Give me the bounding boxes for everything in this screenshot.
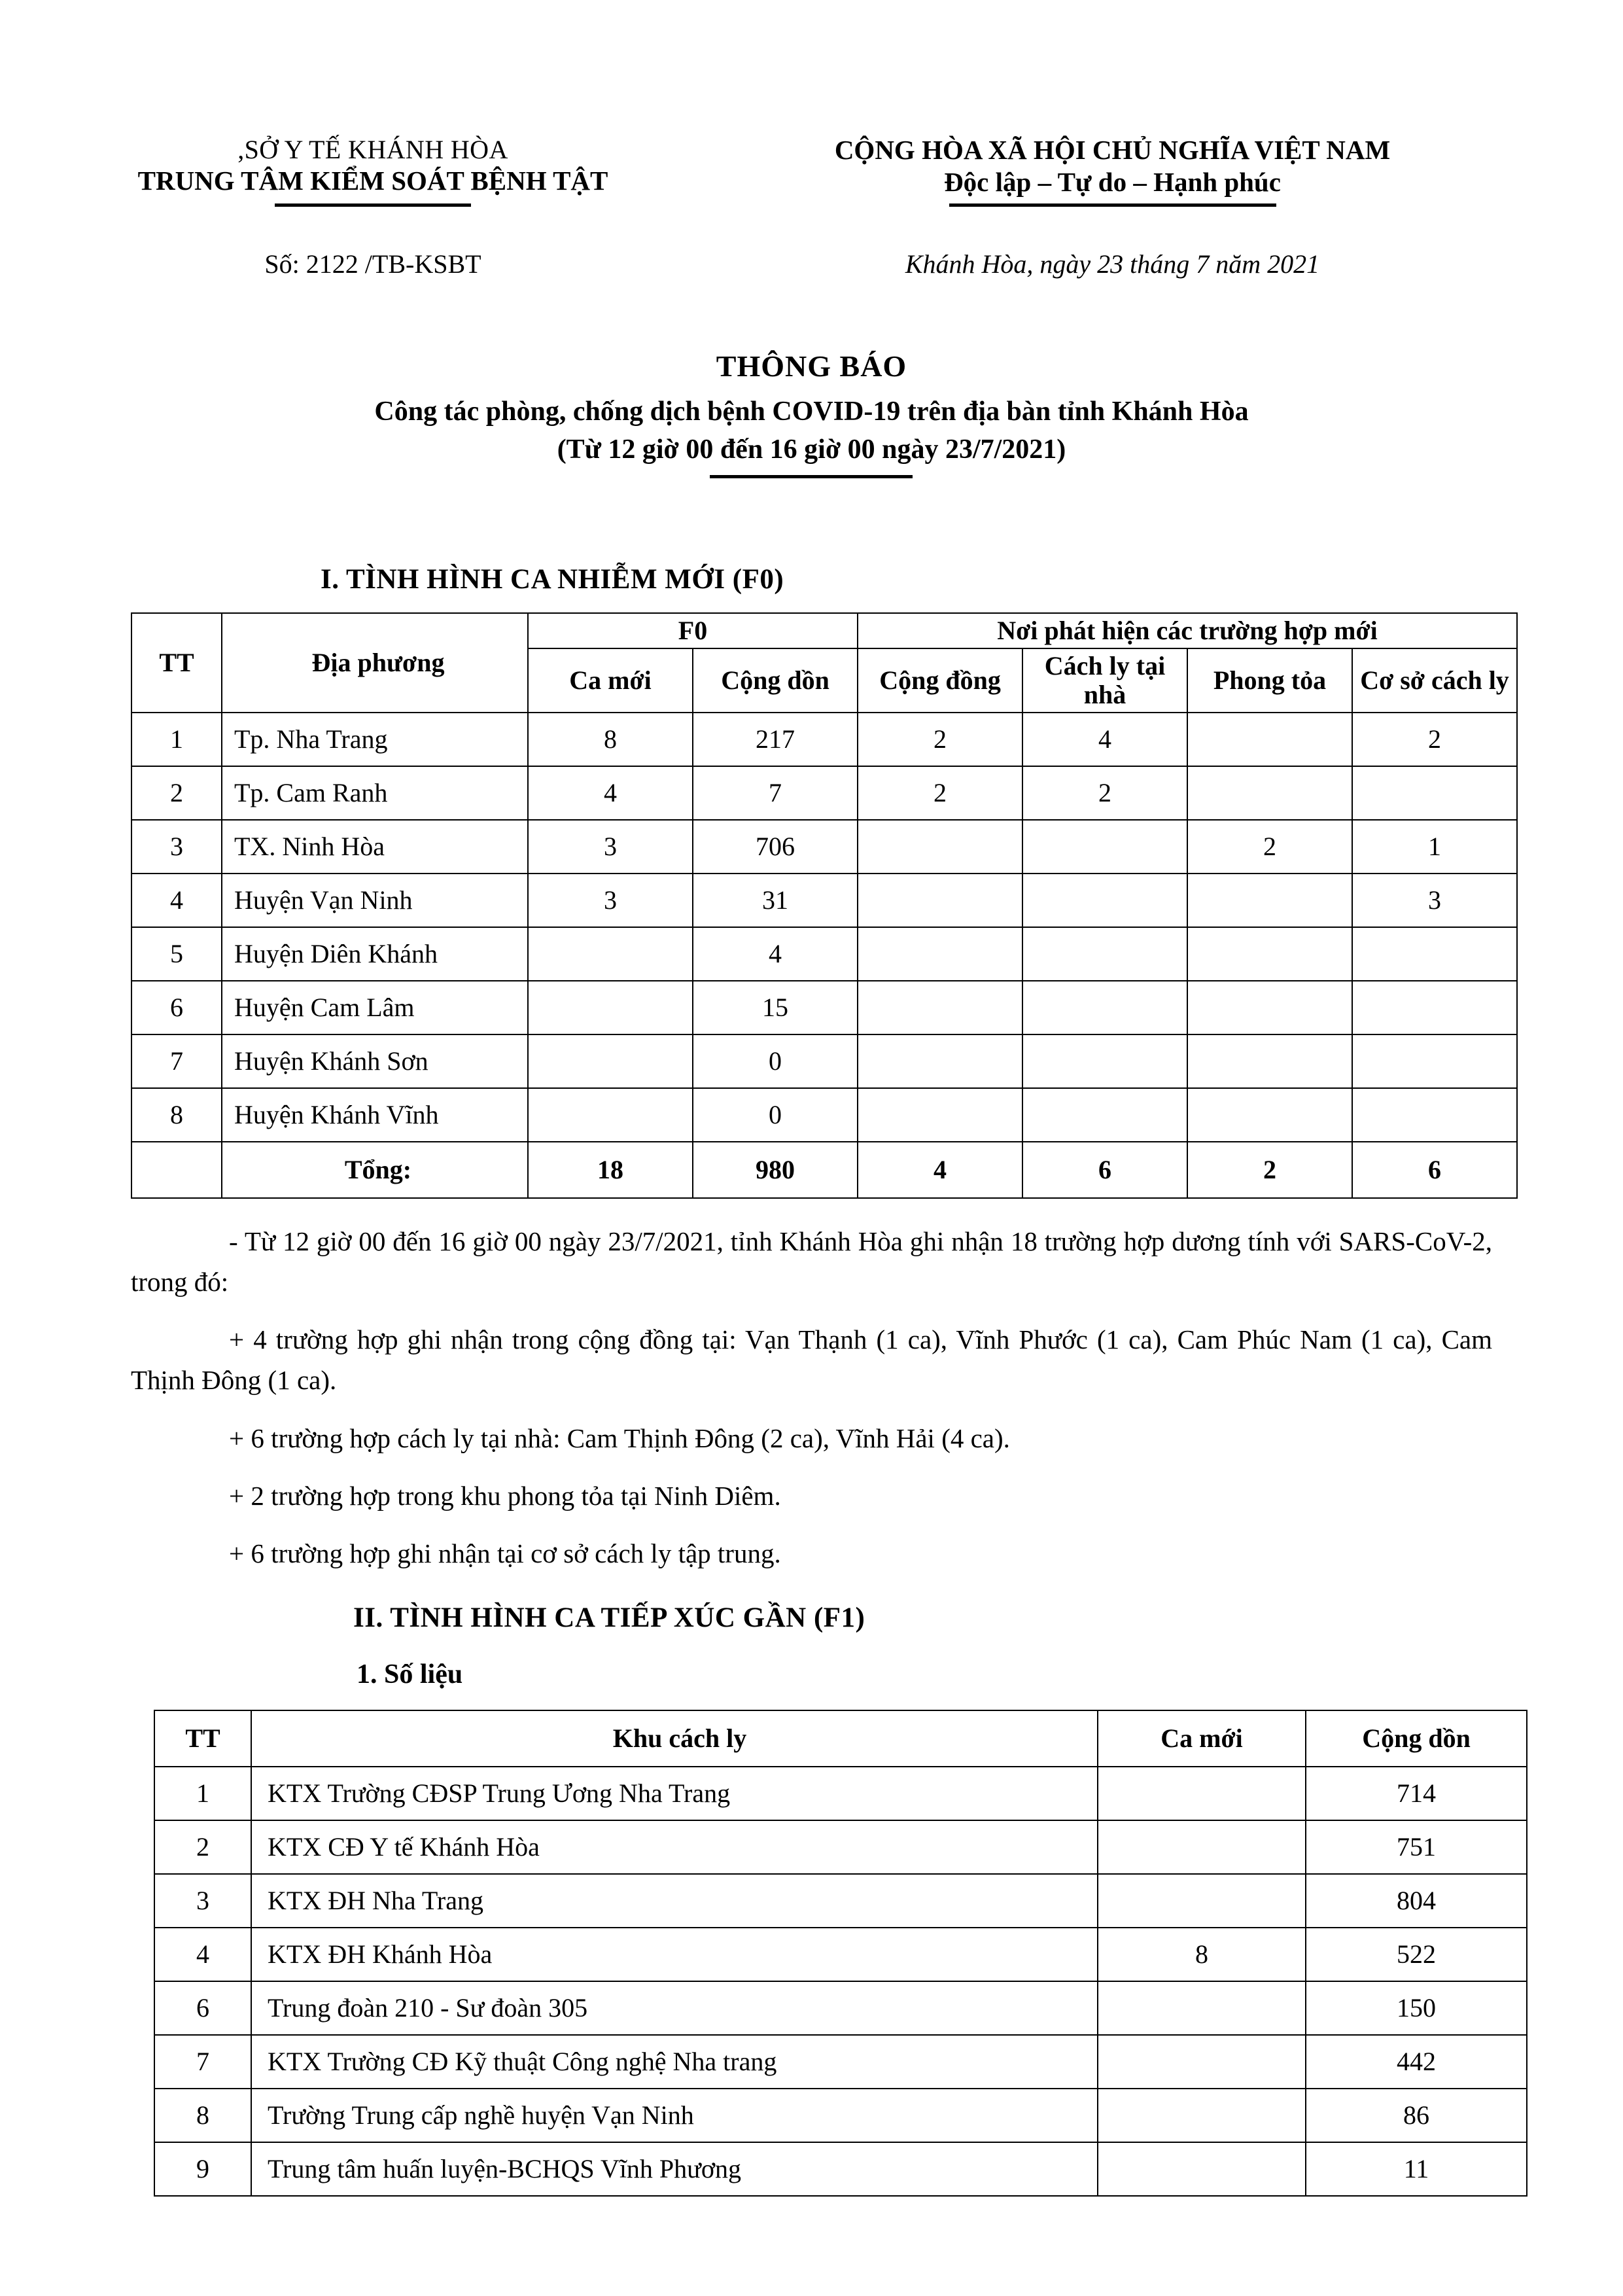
issuing-org-block (0, 134, 720, 211)
row-cumulative: 714 (1306, 1767, 1527, 1820)
row-blockade (1187, 1088, 1352, 1142)
row-new-case (1098, 1981, 1306, 2035)
row-zone-name: Trung tâm huấn luyện-BCHQS Vĩnh Phương (251, 2142, 1098, 2196)
row-blockade: 2 (1187, 820, 1352, 874)
f0-col-new-case: Ca mới (528, 648, 693, 713)
total-home-quarantine: 6 (1022, 1142, 1187, 1198)
paragraph-blockade: + 2 trường hợp trong khu phong tỏa tại Ninh Diêm. (229, 1481, 781, 1511)
f0-cases-table (131, 612, 1518, 1199)
f1-col-cumulative: Cộng dồn (1306, 1710, 1527, 1767)
row-new-case (528, 981, 693, 1034)
row-community: 2 (858, 713, 1022, 766)
title-period-text: (Từ 12 giờ 00 đến 16 giờ 00 ngày 23/7/2021) (557, 434, 1066, 465)
f1-table-head (154, 1710, 1527, 1767)
row-facility: 3 (1352, 874, 1517, 927)
f1-col-new-case: Ca mới (1098, 1710, 1306, 1767)
table-row (131, 713, 1517, 766)
row-new-case (1098, 2035, 1306, 2089)
row-cumulative: 11 (1306, 2142, 1527, 2196)
row-place: Huyện Vạn Ninh (222, 874, 528, 927)
row-index: 5 (131, 927, 222, 981)
row-facility (1352, 927, 1517, 981)
row-place: Huyện Cam Lâm (222, 981, 528, 1034)
table-row (154, 1981, 1527, 2035)
f1-col-tt: TT (154, 1710, 251, 1767)
row-place: Huyện Khánh Sơn (222, 1034, 528, 1088)
row-cumulative: 442 (1306, 2035, 1527, 2089)
center-name-text: TRUNG TÂM KIỂM SOÁT BỆNH TẬT (137, 166, 608, 196)
row-index: 6 (154, 1981, 251, 2035)
row-cumulative: 4 (693, 927, 858, 981)
document-header (0, 0, 1623, 211)
total-cumulative: 980 (693, 1142, 858, 1198)
row-new-case (528, 1088, 693, 1142)
row-blockade (1187, 981, 1352, 1034)
row-cumulative: 804 (1306, 1874, 1527, 1928)
row-new-case (1098, 1820, 1306, 1874)
row-new-case: 8 (528, 713, 693, 766)
row-index: 4 (154, 1928, 251, 1981)
row-new-case: 8 (1098, 1928, 1306, 1981)
row-community (858, 820, 1022, 874)
document-title-block (0, 347, 1623, 478)
row-index: 2 (131, 766, 222, 820)
row-facility: 2 (1352, 713, 1517, 766)
table-row (131, 981, 1517, 1034)
f0-group-f0: F0 (528, 613, 858, 648)
national-motto (944, 166, 1281, 209)
row-blockade (1187, 1034, 1352, 1088)
row-zone-name: Trường Trung cấp nghề huyện Vạn Ninh (251, 2089, 1098, 2142)
national-motto-text: Độc lập – Tự do – Hạnh phúc (944, 167, 1281, 198)
table-row (131, 1034, 1517, 1088)
row-index: 8 (154, 2089, 251, 2142)
department-name: ,SỞ Y TẾ KHÁNH HÒA (237, 135, 508, 164)
row-index: 4 (131, 874, 222, 927)
document-number: Số: 2122 /TB-KSBT (264, 249, 481, 279)
row-community: 2 (858, 766, 1022, 820)
document-subheader (0, 249, 1623, 279)
row-community (858, 1088, 1022, 1142)
table-row (154, 1767, 1527, 1820)
f1-table-body (154, 1767, 1527, 2196)
row-new-case (1098, 2089, 1306, 2142)
table-row (154, 1874, 1527, 1928)
table-row (131, 1088, 1517, 1142)
row-new-case (528, 1034, 693, 1088)
total-blockade: 2 (1187, 1142, 1352, 1198)
row-zone-name: KTX Trường CĐ Kỹ thuật Công nghệ Nha trang (251, 2035, 1098, 2089)
row-place: Huyện Diên Khánh (222, 927, 528, 981)
f0-col-facility: Cơ sở cách ly (1352, 648, 1517, 713)
row-zone-name: KTX ĐH Khánh Hòa (251, 1928, 1098, 1981)
row-index: 2 (154, 1820, 251, 1874)
row-place: TX. Ninh Hòa (222, 820, 528, 874)
row-community (858, 1034, 1022, 1088)
row-cumulative: 706 (693, 820, 858, 874)
f1-header-row (154, 1710, 1527, 1767)
row-cumulative: 31 (693, 874, 858, 927)
table-row (131, 927, 1517, 981)
row-home-quarantine (1022, 1088, 1187, 1142)
row-cumulative: 0 (693, 1088, 858, 1142)
row-new-case (1098, 1874, 1306, 1928)
row-index: 7 (131, 1034, 222, 1088)
row-index: 1 (154, 1767, 251, 1820)
f0-col-community: Cộng đồng (858, 648, 1022, 713)
row-home-quarantine (1022, 1034, 1187, 1088)
row-home-quarantine (1022, 927, 1187, 981)
place-and-date: Khánh Hòa, ngày 23 tháng 7 năm 2021 (905, 249, 1320, 279)
row-blockade (1187, 874, 1352, 927)
row-facility (1352, 1034, 1517, 1088)
row-zone-name: KTX CĐ Y tế Khánh Hòa (251, 1820, 1098, 1874)
row-zone-name: KTX Trường CĐSP Trung Ương Nha Trang (251, 1767, 1098, 1820)
center-name (138, 165, 608, 210)
f0-col-tt: TT (131, 613, 222, 713)
national-header-block (720, 134, 1623, 211)
paragraph-home-quarantine: + 6 trường hợp cách ly tại nhà: Cam Thịnh Đông (2 ca), Vĩnh Hải (4 ca). (229, 1422, 1010, 1453)
row-zone-name: KTX ĐH Nha Trang (251, 1874, 1098, 1928)
total-label: Tổng: (222, 1142, 528, 1198)
table-row (131, 766, 1517, 820)
row-new-case (1098, 1767, 1306, 1820)
paragraph-facility: + 6 trường hợp ghi nhận tại cơ sở cách ly tập trung. (229, 1538, 781, 1569)
row-index: 1 (131, 713, 222, 766)
row-cumulative: 15 (693, 981, 858, 1034)
total-new-case: 18 (528, 1142, 693, 1198)
table-row (154, 2035, 1527, 2089)
row-home-quarantine: 2 (1022, 766, 1187, 820)
table-row (154, 2142, 1527, 2196)
row-facility: 1 (1352, 820, 1517, 874)
row-new-case (1098, 2142, 1306, 2196)
row-cumulative: 7 (693, 766, 858, 820)
row-home-quarantine (1022, 820, 1187, 874)
section-heading-1: I. TÌNH HÌNH CA NHIỄM MỚI (F0) (321, 563, 784, 595)
row-place: Tp. Cam Ranh (222, 766, 528, 820)
title-subtitle: Công tác phòng, chống dịch bệnh COVID-19 trên địa bàn tỉnh Khánh Hòa (374, 397, 1249, 427)
row-index: 7 (154, 2035, 251, 2089)
row-new-case (528, 927, 693, 981)
row-index: 9 (154, 2142, 251, 2196)
paragraph-summary: - Từ 12 giờ 00 đến 16 giờ 00 ngày 23/7/2021, tỉnh Khánh Hòa ghi nhận 18 trường hợp dương tính với SARS-CoV-2, trong đó: (131, 1226, 1492, 1297)
subsection-heading-data: 1. Số liệu (357, 1659, 463, 1689)
table-row (131, 874, 1517, 927)
section-heading-2: II. TÌNH HÌNH CA TIẾP XÚC GẦN (F1) (353, 1602, 865, 1633)
table-total-row (131, 1142, 1517, 1198)
table-row (154, 1928, 1527, 1981)
row-cumulative: 522 (1306, 1928, 1527, 1981)
row-blockade (1187, 766, 1352, 820)
row-blockade (1187, 927, 1352, 981)
total-facility: 6 (1352, 1142, 1517, 1198)
row-home-quarantine (1022, 981, 1187, 1034)
f1-col-zone: Khu cách ly (251, 1710, 1098, 1767)
total-blank (131, 1142, 222, 1198)
row-community (858, 981, 1022, 1034)
table-row (154, 1820, 1527, 1874)
org-underline-rule (275, 203, 471, 207)
f0-col-blockade: Phong tỏa (1187, 648, 1352, 713)
title-period (557, 431, 1066, 478)
row-cumulative: 217 (693, 713, 858, 766)
row-cumulative: 0 (693, 1034, 858, 1088)
f0-group-detection: Nơi phát hiện các trường hợp mới (858, 613, 1517, 648)
row-blockade (1187, 713, 1352, 766)
row-index: 8 (131, 1088, 222, 1142)
row-facility (1352, 766, 1517, 820)
f1-quarantine-table (154, 1710, 1527, 2197)
row-place: Tp. Nha Trang (222, 713, 528, 766)
f0-col-place: Địa phương (222, 613, 528, 713)
row-facility (1352, 981, 1517, 1034)
f0-col-home-quarantine: Cách ly tại nhà (1022, 648, 1187, 713)
total-community: 4 (858, 1142, 1022, 1198)
row-home-quarantine: 4 (1022, 713, 1187, 766)
row-new-case: 4 (528, 766, 693, 820)
row-community (858, 874, 1022, 927)
f0-col-cumulative: Cộng dồn (693, 648, 858, 713)
row-index: 6 (131, 981, 222, 1034)
row-new-case: 3 (528, 874, 693, 927)
page-title: THÔNG BÁO (716, 349, 907, 383)
country-name: CỘNG HÒA XÃ HỘI CHỦ NGHĨA VIỆT NAM (834, 135, 1391, 165)
row-place: Huyện Khánh Vĩnh (222, 1088, 528, 1142)
row-home-quarantine (1022, 874, 1187, 927)
f0-table-body (131, 713, 1517, 1198)
row-cumulative: 751 (1306, 1820, 1527, 1874)
paragraph-community: + 4 trường hợp ghi nhận trong cộng đồng tại: Vạn Thạnh (1 ca), Vĩnh Phước (1 ca), Cam Phúc Nam (1 ca), Cam Thịnh Đông (1 ca). (131, 1324, 1492, 1396)
motto-underline-rule (949, 203, 1276, 207)
row-facility (1352, 1088, 1517, 1142)
row-zone-name: Trung đoàn 210 - Sư đoàn 305 (251, 1981, 1098, 2035)
table-row (154, 2089, 1527, 2142)
f0-table-head (131, 613, 1517, 713)
title-underline-rule (710, 475, 913, 478)
row-community (858, 927, 1022, 981)
row-index: 3 (154, 1874, 251, 1928)
row-cumulative: 150 (1306, 1981, 1527, 2035)
table-row (131, 820, 1517, 874)
row-index: 3 (131, 820, 222, 874)
row-new-case: 3 (528, 820, 693, 874)
section-1-paragraphs (0, 1221, 1623, 1574)
row-cumulative: 86 (1306, 2089, 1527, 2142)
f0-header-row-1 (131, 613, 1517, 648)
